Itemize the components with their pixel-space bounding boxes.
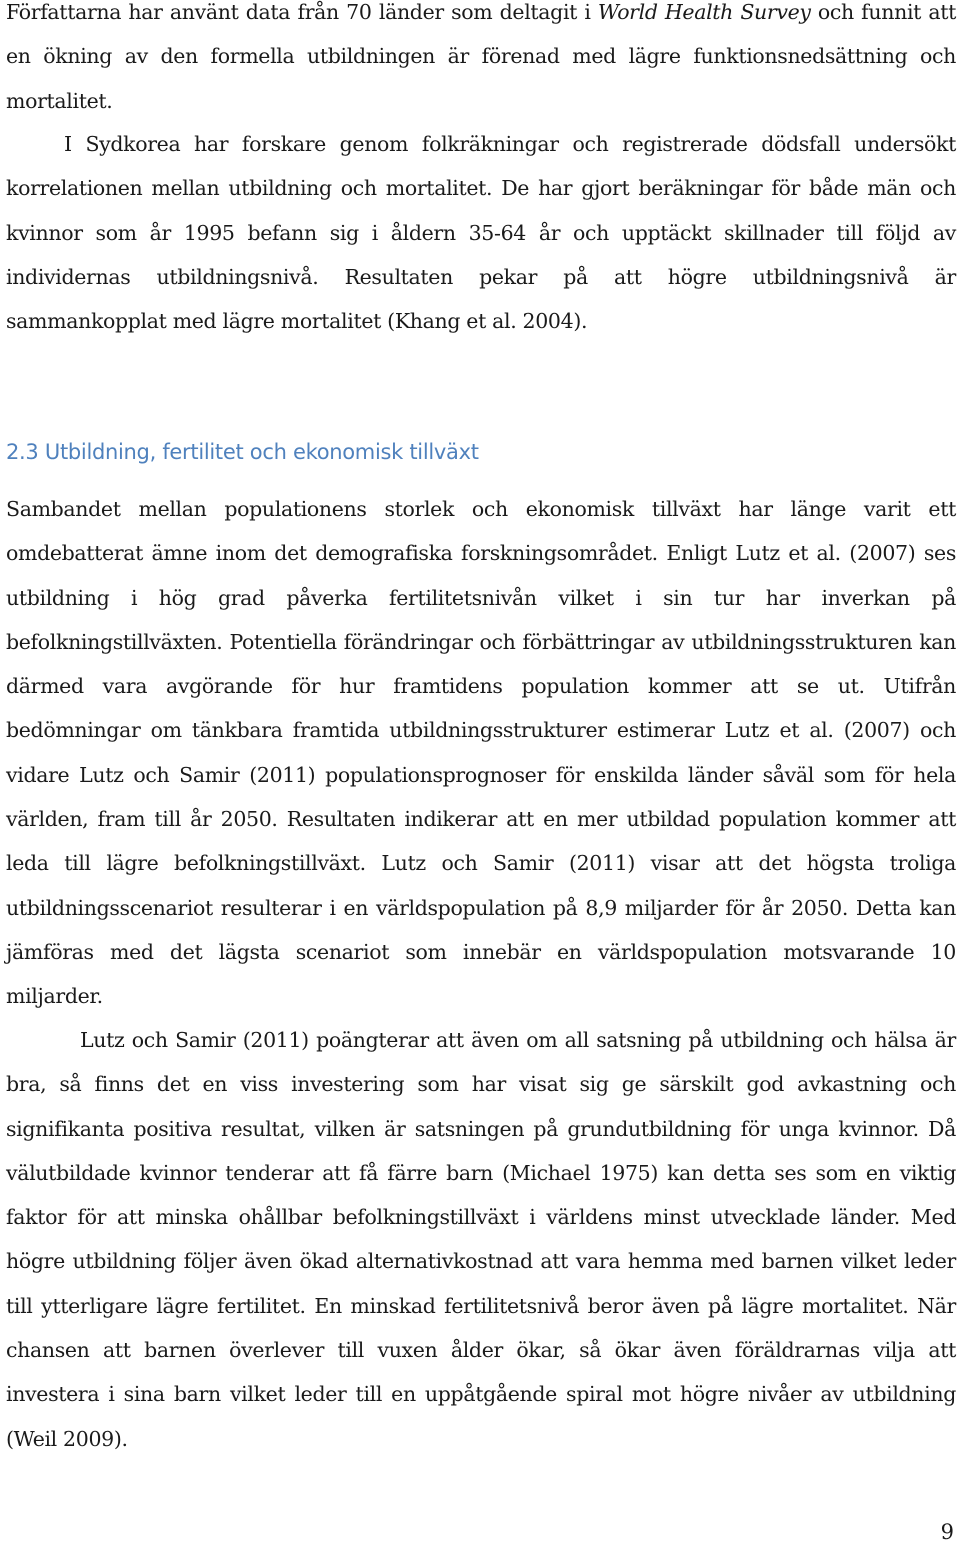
paragraph-1 [6,0,956,123]
page-number: 9 [940,1520,954,1544]
paragraph-4-text: Lutz och Samir (2011) poängterar att även om all satsning på utbildning och hälsa är bra, så finns det en viss investering som har visat sig ge särskilt god avkastning och signifikanta positiva resultat, vilken är satsningen på grundutbildning för unga kvinnor. Då välutbildade kvinnor tenderar att få färre barn (Michael 1975) kan detta ses som en viktig faktor för att minska ohållbar befolkningstillväxt i världens minst utvecklade länder. Med högre utbildning följer även ökad alternativkostnad att vara hemma med barnen vilket leder till ytterligare lägre fertilitet. En minskad fertilitetsnivå beror även på lägre mortalitet. När chansen att barnen överlever till vuxen ålder ökar, så ökar även föräldrarnas vilja att investera i sina barn vilket leder till en uppåtgående spiral mot högre nivåer av utbildning (Weil 2009). [6,1028,956,1451]
paragraph-3: Sambandet mellan populationens storlek och ekonomisk tillväxt har länge varit ett omdebatterat ämne inom det demografiska forskningsområdet. Enligt Lutz et al. (2007) ses utbildning i hög grad påverka fertilitetsnivån vilket i sin tur har inverkan på befolkningstillväxten. Potentiella förändringar och förbättringar av utbildningsstrukturen kan därmed vara avgörande för hur framtidens population kommer att se ut. Utifrån bedömningar om tänkbara framtida utbildningsstrukturer estimerar Lutz et al. (2007) och vidare Lutz och Samir (2011) populationsprognoser för enskilda länder såväl som för hela världen, fram till år 2050. Resultaten indikerar att en mer utbildad population kommer att leda till lägre befolkningstillväxt. Lutz och Samir (2011) visar att det högsta troliga utbildningsscenariot resulterar i en världspopulation på 8,9 miljarder för år 2050. Detta kan jämföras med det lägsta scenariot som innebär en världspopulation motsvarande 10 miljarder. [6,497,956,1009]
paragraph-1-text-end: och funnit att en ökning av den formella utbildningen är förenad med lägre funktionsnedsättning och mortalitet. [6,0,956,113]
paragraph-2 [6,122,956,343]
section-heading: 2.3 Utbildning, fertilitet och ekonomisk tillväxt [6,440,479,464]
paragraph-2-text: I Sydkorea har forskare genom folkräkningar och registrerade dödsfall undersökt korrelationen mellan utbildning och mortalitet. De har gjort beräkningar för både män och kvinnor som år 1995 befann sig i åldern 35-64 år och upptäckt skillnader till följd av individernas utbildningsnivå. Resultaten pekar på att högre utbildningsnivå är sammankopplat med lägre mortalitet (Khang et al. 2004). [6,132,956,334]
survey-name-italic: World Health Survey [597,0,811,24]
paragraph-1-text-start: Författarna har använt data från 70 länder som deltagit i [6,0,598,24]
paragraph-4 [6,1018,956,1461]
